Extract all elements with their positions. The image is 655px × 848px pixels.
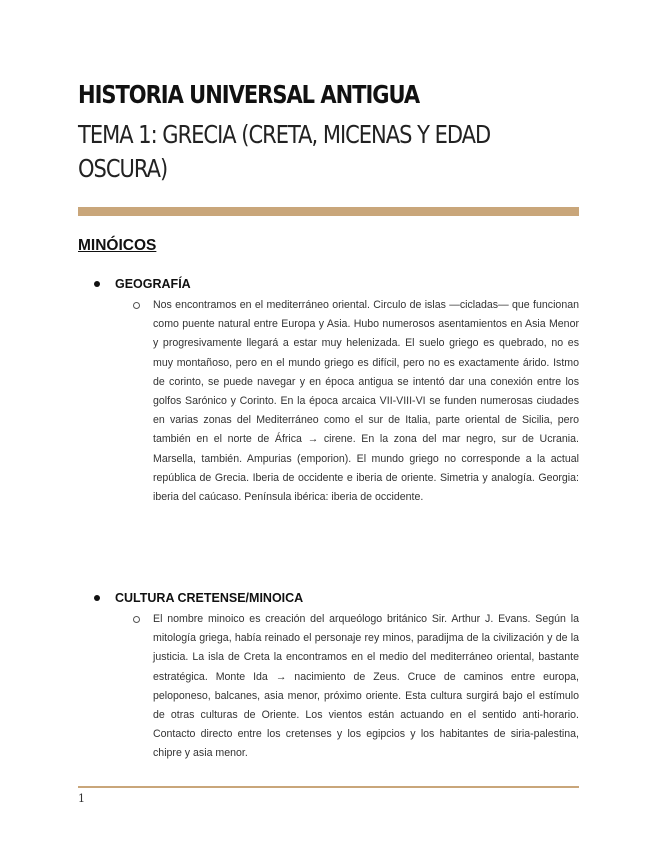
title-divider [78,207,579,216]
bullet-label: GEOGRAFÍA [115,277,191,291]
paragraph-text: Nos encontramos en el mediterráneo oriental. Circulo de islas —cicladas— que funcionan como puente natural entre Europa y Asia. Hubo numerosos asentamientos en Asia Menor y progresivamente llegará a estar muy helenizada. El suelo griego es quebrado, no es muy montañoso, pero en el mundo griego es difícil, pero no es exactamente árido. Istmo de corinto, se puede navegar y en época antigua se intentó dar una conexión entre los golfos Sarónico y Corinto. En la época arcaica VII-VIII-VI se funden numerosas ciudades en varias zonas del Mediterráneo como el sur de Italia, parte oriental de Sicilia, pero también en el norte de África → cirene. En la zona del mar negro, sur de Ucrania. Marsella, también. Ampurias (emporion). El mundo griego no corresponde a la actual república de Grecia. Iberia de occidente e iberia de oriente. Simetria y analogía. Georgia: iberia del caúcaso. Península ibérica: iberia de occidente. [153,299,579,504]
bullet-dot-icon [94,595,100,601]
footer-divider [78,786,579,788]
bullet-dot-icon [94,281,100,287]
bullet-item-geografia [94,277,191,291]
bullet-item-cultura-cretense [94,591,303,605]
circle-bullet-icon [133,302,140,309]
paragraph-text: El nombre minoico es creación del arqueólogo británico Sir. Arthur J. Evans. Según la mitología griega, había reinado el personaje rey minos, paradijma de la civilización y de la justicia. La isla de Creta la encontramos en el medio del mediterráneo oriental, bastante estratégica. Monte Ida → nacimiento de Zeus. Cruce de caminos entre europa, peloponeso, balcanes, asia menor, próximo oriente. Esta cultura surgirá bajo el estímulo de otras culturas de Oriente. Los vientos están actuando en el sentido anti-horario. Contacto directo entre los cretenses y los egipcios y los habitantes de siria-palestina, chipre y asia menor. [153,613,579,760]
page-number: 1 [78,792,85,805]
sub-bullet-paragraph [133,610,579,764]
sub-bullet-paragraph [133,296,579,507]
bullet-label: CULTURA CRETENSE/MINOICA [115,591,304,605]
document-subtitle: TEMA 1: GRECIA (CRETA, MICENAS Y EDAD OSCURA) [78,120,491,183]
circle-bullet-icon [133,616,140,623]
document-title: HISTORIA UNIVERSAL ANTIGUA [78,80,420,109]
section-heading: MINÓICOS [78,237,157,254]
